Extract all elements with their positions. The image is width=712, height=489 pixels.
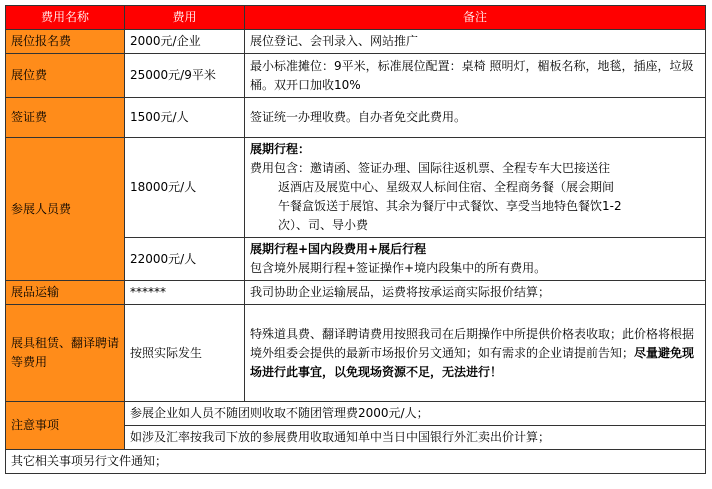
row-booth bbox=[6, 54, 706, 98]
package-line: 包含境外展期行程+签证操作+境内段集中的所有费用。 bbox=[250, 261, 547, 275]
fee-table bbox=[5, 5, 706, 474]
cell-note-participant-b bbox=[245, 238, 706, 281]
cell-name-visa: 签证费 bbox=[6, 98, 125, 138]
cell-other: 其它相关事项另行文件通知； bbox=[6, 450, 706, 474]
header-fee-name: 费用名称 bbox=[6, 6, 125, 30]
row-rental bbox=[6, 305, 706, 402]
cell-name-booth: 展位费 bbox=[6, 54, 125, 98]
cell-note-booth-registration: 展位登记、会刊录入、网站推广 bbox=[245, 30, 706, 54]
cell-fee-booth-registration: 2000元/企业 bbox=[125, 30, 245, 54]
header-note: 备注 bbox=[245, 6, 706, 30]
cell-notice-line-2: 如涉及汇率按我司下放的参展费用收取通知单中当日中国银行外汇卖出价计算； bbox=[125, 426, 706, 450]
row-other bbox=[6, 450, 706, 474]
cell-name-booth-registration: 展位报名费 bbox=[6, 30, 125, 54]
cell-fee-participant-b: 22000元/人 bbox=[125, 238, 245, 281]
cell-fee-shipping: ****** bbox=[125, 281, 245, 305]
cell-note-booth: 最小标准摊位：9平米，标准展位配置：桌椅 照明灯，楣板名称，地毯，插座，垃圾桶。双开口加收10% bbox=[245, 54, 706, 98]
cell-fee-booth: 25000元/9平米 bbox=[125, 54, 245, 98]
row-shipping bbox=[6, 281, 706, 305]
cell-fee-participant-a: 18000元/人 bbox=[125, 138, 245, 238]
itinerary-line-1: 费用包含：邀请函、签证办理、国际往返机票、全程专车大巴接送往 bbox=[250, 161, 611, 175]
cell-notice-line-1: 参展企业如人员不随团则收取不随团管理费2000元/人； bbox=[125, 402, 706, 426]
rental-note-text: 特殊道具费、翻译聘请费用按照我司在后期操作中所提供价格表收取；此价格将根据境外组委会提供的最新市场报价另文通知；如有需求的企业请提前告知； bbox=[250, 326, 695, 360]
cell-name-shipping: 展品运输 bbox=[6, 281, 125, 305]
header-fee: 费用 bbox=[125, 6, 245, 30]
row-visa bbox=[6, 98, 706, 138]
rental-note-warning: 尽量避免现场进行此事宜，以免现场资源不足，无法进行！ bbox=[250, 345, 695, 379]
cell-name-notice: 注意事项 bbox=[6, 402, 125, 450]
itinerary-line-4: 次）、司、导小费 bbox=[278, 218, 369, 232]
cell-fee-visa: 1500元/人 bbox=[125, 98, 245, 138]
itinerary-line-3: 午餐盒饭送于展馆、其余为餐厅中式餐饮、享受当地特色餐饮1-2 bbox=[278, 199, 622, 213]
row-booth-registration bbox=[6, 30, 706, 54]
itinerary-title: 展期行程： bbox=[250, 142, 311, 156]
package-title: 展期行程+国内段费用+展后行程 bbox=[250, 242, 427, 256]
row-participant-a bbox=[6, 138, 706, 238]
cell-note-participant-a bbox=[245, 138, 706, 238]
header-row bbox=[6, 6, 706, 30]
cell-fee-rental: 按照实际发生 bbox=[125, 305, 245, 402]
cell-name-rental: 展具租赁、翻译聘请等费用 bbox=[6, 305, 125, 402]
cell-note-visa: 签证统一办理收费。自办者免交此费用。 bbox=[245, 98, 706, 138]
itinerary-line-2: 返酒店及展览中心、星级双人标间住宿、全程商务餐（展会期间 bbox=[278, 180, 615, 194]
cell-name-participant: 参展人员费 bbox=[6, 138, 125, 281]
cell-note-shipping: 我司协助企业运输展品，运费将按承运商实际报价结算； bbox=[245, 281, 706, 305]
cell-note-rental bbox=[245, 305, 706, 402]
row-notice-1 bbox=[6, 402, 706, 426]
